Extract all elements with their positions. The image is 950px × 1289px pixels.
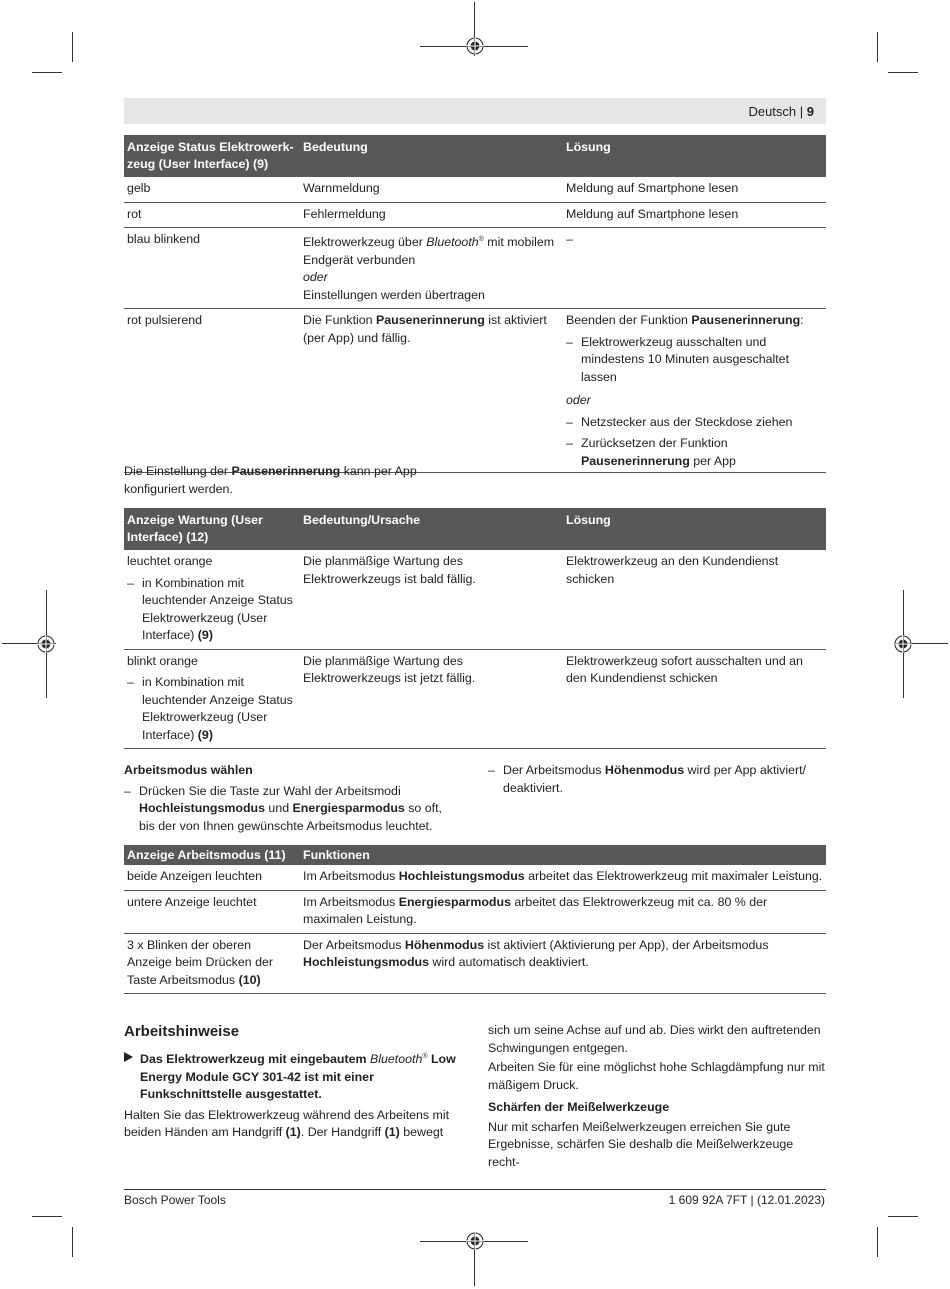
list-item: – Elektrowerkzeug ausschalten und mindestens 10 Minuten ausgeschaltet lassen	[566, 334, 823, 387]
crop-mark	[877, 1227, 878, 1257]
column-header: Lösung	[563, 135, 826, 177]
table-header-row	[124, 845, 826, 865]
registration-mark-icon	[466, 1232, 484, 1250]
registered-mark: ®	[478, 236, 484, 243]
work-notes-left	[124, 1022, 460, 1142]
table-cell: Elektrowerkzeug an den Kundendienst schicken	[563, 550, 826, 649]
table-cell: 3 x Blinken der oberen Anzeige beim Drücken der Taste Arbeitsmodus (10)	[124, 933, 300, 994]
table-cell: Meldung auf Smartphone lesen	[563, 177, 826, 202]
table-cell: beide Anzeigen leuchten	[124, 865, 300, 890]
table-cell: Warnmeldung	[300, 177, 563, 202]
table-cell: Der Arbeitsmodus Höhenmodus ist aktiviert (Aktivierung per App), der Arbeitsmodus Hochleistungsmodus wird automatisch deaktiviert.	[300, 933, 826, 994]
list-item: – Netzstecker aus der Steckdose ziehen	[566, 414, 823, 432]
table-row	[124, 177, 826, 202]
column-header: Lösung	[563, 508, 826, 550]
registration-mark-icon	[37, 635, 55, 653]
crop-mark	[72, 32, 73, 62]
table-cell: rot	[124, 202, 300, 228]
crop-mark	[72, 1227, 73, 1257]
registration-mark-icon	[466, 37, 484, 55]
mode-section-right	[488, 762, 826, 797]
column-header: Anzeige Arbeitsmodus (11)	[124, 845, 300, 865]
table-cell: Meldung auf Smartphone lesen	[563, 202, 826, 228]
table-cell: Die Funktion Pausenerinnerung ist aktiviert (per App) und fällig.	[300, 309, 563, 473]
column-header: Bedeutung/Ursache	[300, 508, 563, 550]
page-number: 9	[806, 104, 814, 119]
column-header: Anzeige Status Elektrowerk-zeug (User Interface) (9)	[124, 135, 300, 177]
crop-mark	[32, 72, 62, 73]
list-item: – in Kombination mit leuchtender Anzeige Status Elektrowerkzeug (User Interface) (9)	[127, 575, 297, 645]
table-cell: Fehlermeldung	[300, 202, 563, 228]
header-language: Deutsch	[748, 104, 797, 119]
table-cell: Die planmäßige Wartung des Elektrowerkzeugs ist jetzt fällig.	[300, 649, 563, 749]
table-row	[124, 933, 826, 994]
footer-divider	[124, 1189, 826, 1190]
list-item: – Zurücksetzen der Funktion Pausenerinnerung per App	[566, 435, 823, 470]
work-mode-table	[124, 845, 826, 994]
section-title: Arbeitshinweise	[124, 1023, 240, 1040]
column-header: Funktionen	[300, 845, 826, 865]
table-cell: Die planmäßige Wartung des Elektrowerkzeugs ist bald fällig.	[300, 550, 563, 649]
paragraph: Halten Sie das Elektrowerkzeug während des Arbeitens mit beiden Händen am Handgriff (1). Der Handgriff (1) bewegt	[124, 1107, 450, 1140]
subsection-title: Schärfen der Meißelwerkzeuge	[488, 1100, 670, 1114]
crop-mark	[877, 32, 878, 62]
crop-mark	[888, 72, 918, 73]
crop-mark	[888, 1216, 918, 1217]
page-header	[124, 98, 826, 124]
table-cell: –	[563, 228, 826, 309]
registered-mark: ®	[422, 1053, 428, 1060]
column-header: Anzeige Wartung (User Interface) (12)	[124, 508, 300, 550]
registration-mark-icon	[894, 635, 912, 653]
table-row	[124, 202, 826, 228]
table-cell: blinkt orange – in Kombination mit leuchtender Anzeige Status Elektrowerkzeug (User Interface) (9)	[124, 649, 300, 749]
bullet-item: Das Elektrowerkzeug mit eingebautem Bluetooth® Low Energy Module GCY 301-42 ist mit einer Funkschnittstelle ausgestattet.	[124, 1048, 460, 1104]
table-row	[124, 890, 826, 933]
table-row	[124, 649, 826, 749]
crop-mark	[32, 1216, 62, 1217]
table-cell: Im Arbeitsmodus Hochleistungsmodus arbeitet das Elektrowerkzeug mit maximaler Leistung.	[300, 865, 826, 890]
table-cell: Elektrowerkzeug über Bluetooth® mit mobilem Endgerät verbunden oder Einstellungen werden übertragen	[300, 228, 563, 309]
table-cell: blau blinkend	[124, 228, 300, 309]
page-header-text: Deutsch | 9	[748, 104, 814, 119]
table-cell: gelb	[124, 177, 300, 202]
table-row	[124, 228, 826, 309]
paragraph: Arbeiten Sie für eine möglichst hohe Schlagdämpfung nur mit mäßigem Druck.	[488, 1060, 825, 1092]
table-cell: Elektrowerkzeug sofort ausschalten und an den Kundendienst schicken	[563, 649, 826, 749]
table-row	[124, 309, 826, 473]
mode-section-left	[124, 762, 459, 835]
status-table	[124, 135, 826, 473]
paragraph: Nur mit scharfen Meißelwerkzeugen erreichen Sie gute Ergebnisse, schärfen Sie deshalb die Meißelwerkzeuge recht-	[488, 1119, 794, 1169]
column-header: Bedeutung	[300, 135, 563, 177]
list-item: – Der Arbeitsmodus Höhenmodus wird per App aktiviert/ deaktiviert.	[488, 762, 826, 797]
table-row	[124, 550, 826, 649]
table-cell: Im Arbeitsmodus Energiesparmodus arbeitet das Elektrowerkzeug mit ca. 80 % der maximalen Leistung.	[300, 890, 826, 933]
table-cell: untere Anzeige leuchtet	[124, 890, 300, 933]
table-header-row	[124, 508, 826, 550]
footer-doc-number: 1 609 92A 7FT | (12.01.2023)	[668, 1193, 825, 1207]
table-cell: rot pulsierend	[124, 309, 300, 473]
maintenance-table	[124, 508, 826, 749]
table-row	[124, 865, 826, 890]
note-paragraph: Die Einstellung der Pausenerinnerung kann per App konfiguriert werden.	[124, 464, 417, 496]
section-title: Arbeitsmodus wählen	[124, 763, 253, 777]
triangle-bullet-icon	[124, 1052, 133, 1062]
table-cell: leuchtet orange – in Kombination mit leuchtender Anzeige Status Elektrowerkzeug (User Interface) (9)	[124, 550, 300, 649]
footer-company: Bosch Power Tools	[124, 1193, 226, 1207]
list-item: – Drücken Sie die Taste zur Wahl der Arbeitsmodi Hochleistungsmodus und Energiesparmodus so oft, bis der von Ihnen gewünschte Arbeitsmodus leuchtet.	[124, 783, 459, 836]
table-header-row	[124, 135, 826, 177]
paragraph: sich um seine Achse auf und ab. Dies wirkt den auftretenden Schwingungen entgegen.	[488, 1023, 821, 1055]
work-notes-right	[488, 1022, 826, 1171]
list-item: – in Kombination mit leuchtender Anzeige Status Elektrowerkzeug (User Interface) (9)	[127, 674, 297, 744]
table-cell: Beenden der Funktion Pausenerinnerung: – Elektrowerkzeug ausschalten und mindestens 10 Minuten ausgeschaltet lassen oder – Netzstecker aus der Steckdose ziehen – Zurücksetzen der Funktion Pausenerinnerung per App	[563, 309, 826, 473]
